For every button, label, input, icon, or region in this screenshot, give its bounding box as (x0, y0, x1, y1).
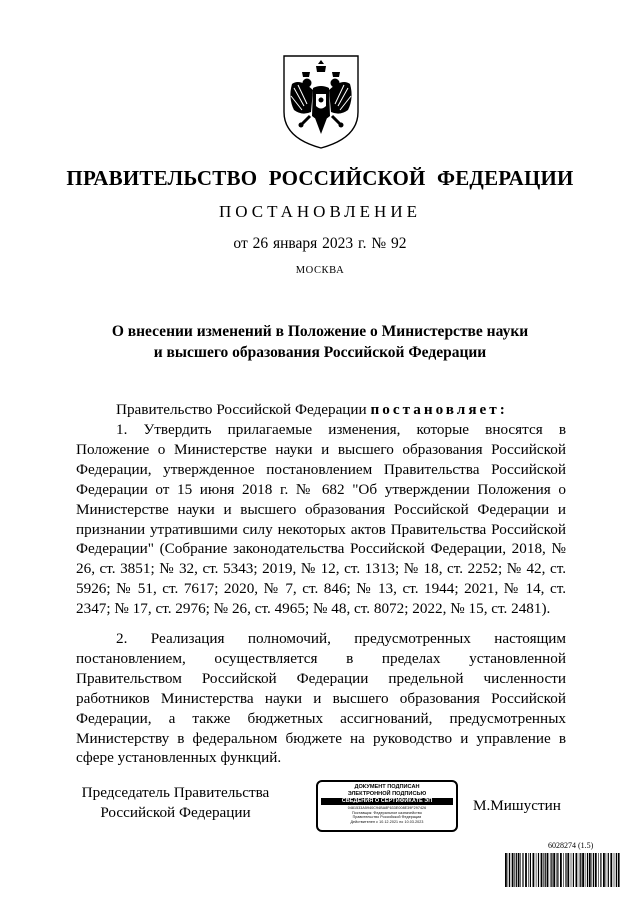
signer-position-line-2: Российской Федерации (100, 804, 251, 821)
stamp-line-2: ЭЛЕКТРОННОЙ ПОДПИСЬЮ (347, 790, 427, 797)
intro-verb: постановляет: (370, 401, 508, 418)
signer-position-line-1: Председатель Правительства (81, 784, 270, 801)
government-title: ПРАВИТЕЛЬСТВО РОССИЙСКОЙ ФЕДЕРАЦИИ (66, 166, 574, 190)
paragraph-2-text: 2. Реализация полномочий, предусмотренных настоящим постановлением, осуществляется в пределах установленной Правительством Российской Федерации предельной численности работников Министерства науки и высшего образования Российской Федерации, а также бюджетных ассигнований, предусмотренных Министерству в федеральном бюджете на руководство и управление в сфере установленных функций. (76, 630, 566, 767)
stamp-line-1: ДОКУМЕНТ ПОДПИСАН (354, 784, 420, 790)
paragraph-1 (76, 420, 566, 619)
coat-of-arms-emblem (280, 54, 362, 150)
stamp-banner: СВЕДЕНИЯ О СЕРТИФИКАТЕ ЭП (321, 798, 453, 805)
paragraph-1-text: 1. Утвердить прилагаемые изменения, которые вносятся в Положение о Министерстве науки и высшего образования Российской Федерации, утвержденное постановлением Правительства Российской Федерации от 15 июня 2018 г. № 682 "Об утверждении Положения о Министерстве науки и высшего образования Российской Федерации и признании утратившими силу некоторых актов Правительства Российской Федерации" (Собрание законодательства Российской Федерации, 2018, № 26, ст. 3851; № 32, ст. 5343; 2019, № 12, ст. 1313; № 18, ст. 2252; № 42, ст. 5926; № 51, ст. 7617; 2020, № 7, ст. 846; № 13, ст. 1944; 2021, № 14, ст. 2347; № 17, ст. 2976; № 26, ст. 4965; № 48, ст. 8072; 2022, № 15, ст. 2481). (76, 421, 566, 618)
intro-text: Правительство Российской Федерации (116, 401, 371, 418)
electronic-signature-stamp (316, 780, 458, 832)
signer-position (78, 783, 273, 823)
paragraph-2 (76, 629, 566, 768)
document-heading (0, 321, 640, 363)
stamp-validity: Действителен с 10.12.2021 по 10.03.2023 (350, 819, 424, 824)
stamp-issuer: Поставщик: Федеральное казначейство (352, 810, 422, 815)
stamp-certificate: 0481533A5940C94BA8F633E008E39F297426 (347, 806, 427, 810)
stamp-owner: Правительство Российской Федерации (352, 815, 422, 820)
heading-line-2: и высшего образования Российской Федерации (153, 344, 487, 361)
heading-line-1: О внесении изменений в Положение о Министерстве науки (111, 323, 529, 340)
document-type: ПОСТАНОВЛЕНИЕ (218, 202, 421, 221)
document-date-number: от 26 января 2023 г. № 92 (233, 235, 407, 252)
intro-paragraph (76, 400, 566, 420)
barcode (505, 853, 621, 887)
document-city: МОСКВА (295, 265, 345, 276)
signer-name: М.Мишустин (473, 797, 561, 814)
barcode-number: 6028274 (1.5) (548, 841, 594, 850)
